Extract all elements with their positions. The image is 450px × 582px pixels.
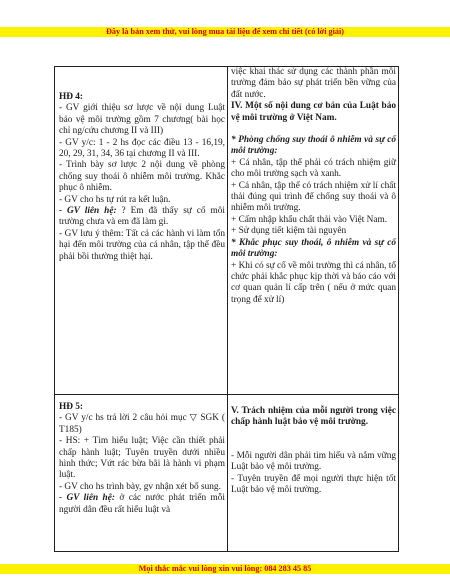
link-label: - GV liên hệ: [59,206,117,217]
link-label: - GV liên hệ: [59,493,115,504]
subsection-remediation: * Khắc phục suy thoái, ô nhiễm và sự cố môi trường: [231,237,396,260]
activity-4-link-item [59,206,225,229]
responsibility-item: - Mỗi người dân phải tìm hiểu và nắm vững Luật bảo vệ môi trường. [231,450,396,473]
activity-5-cell [59,402,225,516]
preview-notice-text: Đây là bản xem thử, vui lòng mua tài liệu để xem chi tiết (có lời giải) [105,27,344,36]
activity-4-item: - GV giới thiệu sơ lược về nội dung Luật bảo vệ môi trường gồm 7 chương( bài học chỉ ng/cứu chương II và III) [59,103,225,137]
section-4-cell [231,67,396,306]
spacer [231,124,396,135]
activity-5-item: - GV y/c hs trả lời 2 câu hỏi mục ▽ SGK ( T185) [59,413,225,435]
prevention-item: + Cá nhân, tập thể có trách nhiệm xử lí chất thải đúng qui trình để chống suy thoái và ô nhiễm môi trường. [231,180,396,214]
column-divider [227,67,228,551]
prevention-item: + Cấm nhập khẩu chất thải vào Việt Nam. [231,214,388,225]
preview-notice-banner [0,27,450,37]
link-text: ? Em đã thấy sự cố môi trường chưa và em đã làm gì. [59,206,226,228]
section-4-heading: IV. Một số nội dung cơ bản của Luật bảo vệ môi trường ở Việt Nam. [231,101,396,123]
activity-4-item: - GV lưu ý thêm: Tất cả các hành vi làm tổn hại đến môi trường của cá nhân, tập thể đều phải bồi thường thiệt hại. [59,228,225,262]
activity-4-heading: HĐ 4: [59,92,84,102]
contact-banner [0,564,450,574]
section-5-cell [231,406,396,496]
responsibility-item: - Tuyên truyền để mọi người thực hiện tốt Luật bảo vệ môi trường. [231,473,396,496]
activity-5-heading: HĐ 5: [59,402,84,412]
contact-text: Mọi thắc mắc vui lòng xin vui lòng: 084 283 45 85 [138,564,312,573]
prevention-item: + Cá nhân, tập thể phải có trách nhiệm giữ cho môi trường sạch và xanh. [231,157,396,180]
activity-5-item: - GV cho hs trình bày, gv nhận xét bổ sung. [59,481,221,492]
activity-4-item: - GV cho hs tự rút ra kết luận. [59,194,171,205]
activity-5-item: - HS: + Tìm hiểu luật; Việc cần thiết phải chấp hành luật; Tuyên truyền dưới nhiều hình thức; Vứt rác bừa bãi là hành vi phạm luật. [59,436,225,481]
lesson-table [54,66,399,552]
activity-5-link-item [59,493,225,516]
row-divider [55,394,398,395]
spacer [231,429,396,440]
spacer [231,440,396,451]
activity-4-item: - GV y/c: 1 - 2 hs đọc các điều 13 - 16,19, 20, 29, 31, 34, 36 tại chương II và III. [59,137,225,160]
activity-4-item: - Trình bày sơ lược 2 nội dung về phòng chống suy thoái ô nhiễm môi trường. Khắc phục ô nhiễm. [59,160,225,194]
subsection-prevention: * Phòng chống suy thoái ô nhiễm và sự cố môi trường: [231,135,396,157]
activity-4-cell [59,92,225,263]
prevention-item: + Sử dụng tiết kiệm tài nguyên [231,226,347,237]
remediation-item: + Khi có sự cố về môi trường thì cá nhân, tổ chức phải khắc phục kịp thời và báo cáo với cơ quan quản lí cấp trên ( nếu ở mức quan trọng để xử lí) [231,260,396,305]
link-text: ở các nước phát triển mỗi người dân đều rất hiểu luật và [59,493,225,515]
section-5-heading: V. Trách nhiệm của mỗi người trong việc chấp hành luật bảo vệ môi trường. [231,406,396,428]
section-intro: việc khai thác sử dụng các thành phần môi trường đảm bảo sự phát triển bền vững của đất nước. [231,67,396,100]
